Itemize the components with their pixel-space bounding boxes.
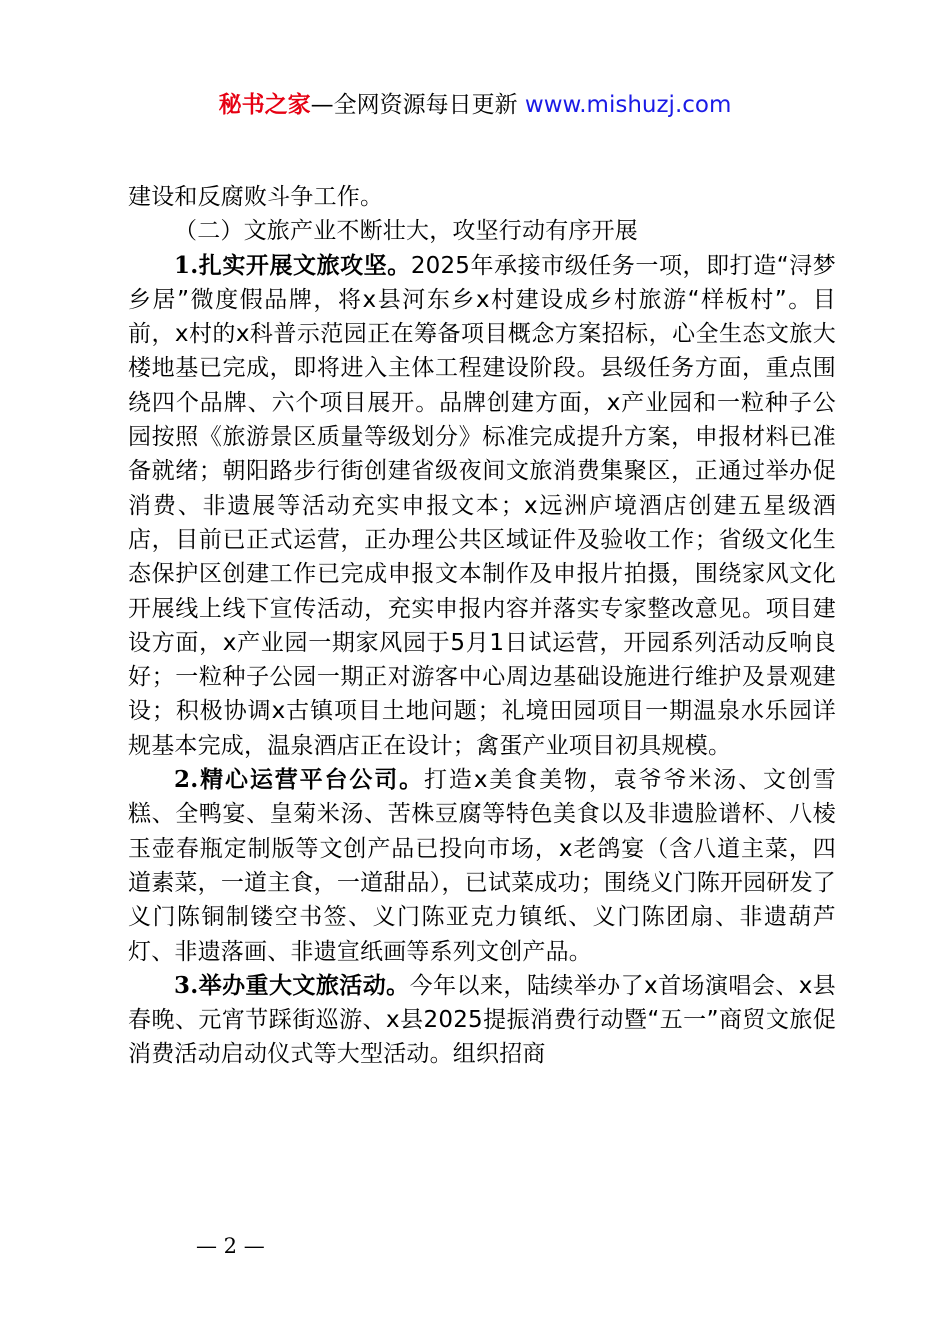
- paragraph-1-text: 2025年承接市级任务一项，即打造“浔梦乡居”微度假品牌，将x县河东乡x村建设成乡村旅游“样板村”。目前，x村的x科普示范园正在筹备项目概念方案招标，心全生态文旅大楼地基已完成，即将进入主体工程建设阶段。县级任务方面，重点围绕四个品牌、六个项目展开。品牌创建方面，x产业园和一粒种子公园按照《旅游景区质量等级划分》标准完成提升方案，申报材料已准备就绪；朝阳路步行街创建省级夜间文旅消费集聚区，正通过举办促消费、非遗展等活动充实申报文本；x远洲庐境酒店创建五星级酒店，目前已正式运营，正办理公共区域证件及验收工作；省级文化生态保护区创建工作已完成申报文本制作及申报片拍摄，围绕家风文化开展线上线下宣传活动，充实申报内容并落实专家整改意见。项目建设方面，x产业园一期家风园于5月1日试运营，开园系列活动反响良好；一粒种子公园一期正对游客中心周边基础设施进行维护及景观建设；积极协调x古镇项目土地问题；礼境田园项目一期温泉水乐园详规基本完成，温泉酒店正在设计；禽蛋产业项目初具规模。: [128, 252, 837, 759]
- continuation-line: 建设和反腐败斗争工作。: [128, 184, 384, 210]
- paragraph-1-lead: 1.扎实开展文旅攻坚。: [174, 251, 411, 279]
- brand-name: 秘书之家: [218, 92, 311, 118]
- site-watermark-header: [0, 88, 950, 122]
- section-heading: （二）文旅产业不断壮大，攻坚行动有序开展: [174, 218, 638, 245]
- paragraph-3-lead: 3.举办重大文旅活动。: [174, 971, 410, 999]
- paragraph-3-text: 今年以来，陆续举办了x首场演唱会、x县春晚、元宵节踩街巡游、x县2025提振消费行动暨“五一”商贸文旅促消费活动启动仪式等大型活动。组织招商: [128, 972, 836, 1068]
- paragraph-3: [128, 969, 836, 1072]
- header-tagline: —全网资源每日更新: [310, 92, 518, 118]
- paragraph-2: [128, 763, 836, 969]
- document-body: [128, 180, 836, 1072]
- paragraph-2-lead: 2.精心运营平台公司。: [174, 766, 425, 794]
- page-number: — 2 —: [196, 1234, 265, 1258]
- site-url-link[interactable]: www.mishuzj.com: [524, 92, 732, 118]
- paragraph-1: [128, 249, 836, 763]
- paragraph-2-text: 打造x美食美物，袁爷爷米汤、文创雪糕、全鸭宴、皇菊米汤、苦株豆腐等特色美食以及非遗脸谱杯、八棱玉壶春瓶定制版等文创产品已投向市场，x老鸽宴（含八道主菜，四道素菜，一道主食，一道甜品），已试菜成功；围绕义门陈开园研发了义门陈铜制镂空书签、义门陈亚克力镇纸、义门陈团扇、非遗葫芦灯、非遗落画、非遗宣纸画等系列文创产品。: [128, 767, 836, 965]
